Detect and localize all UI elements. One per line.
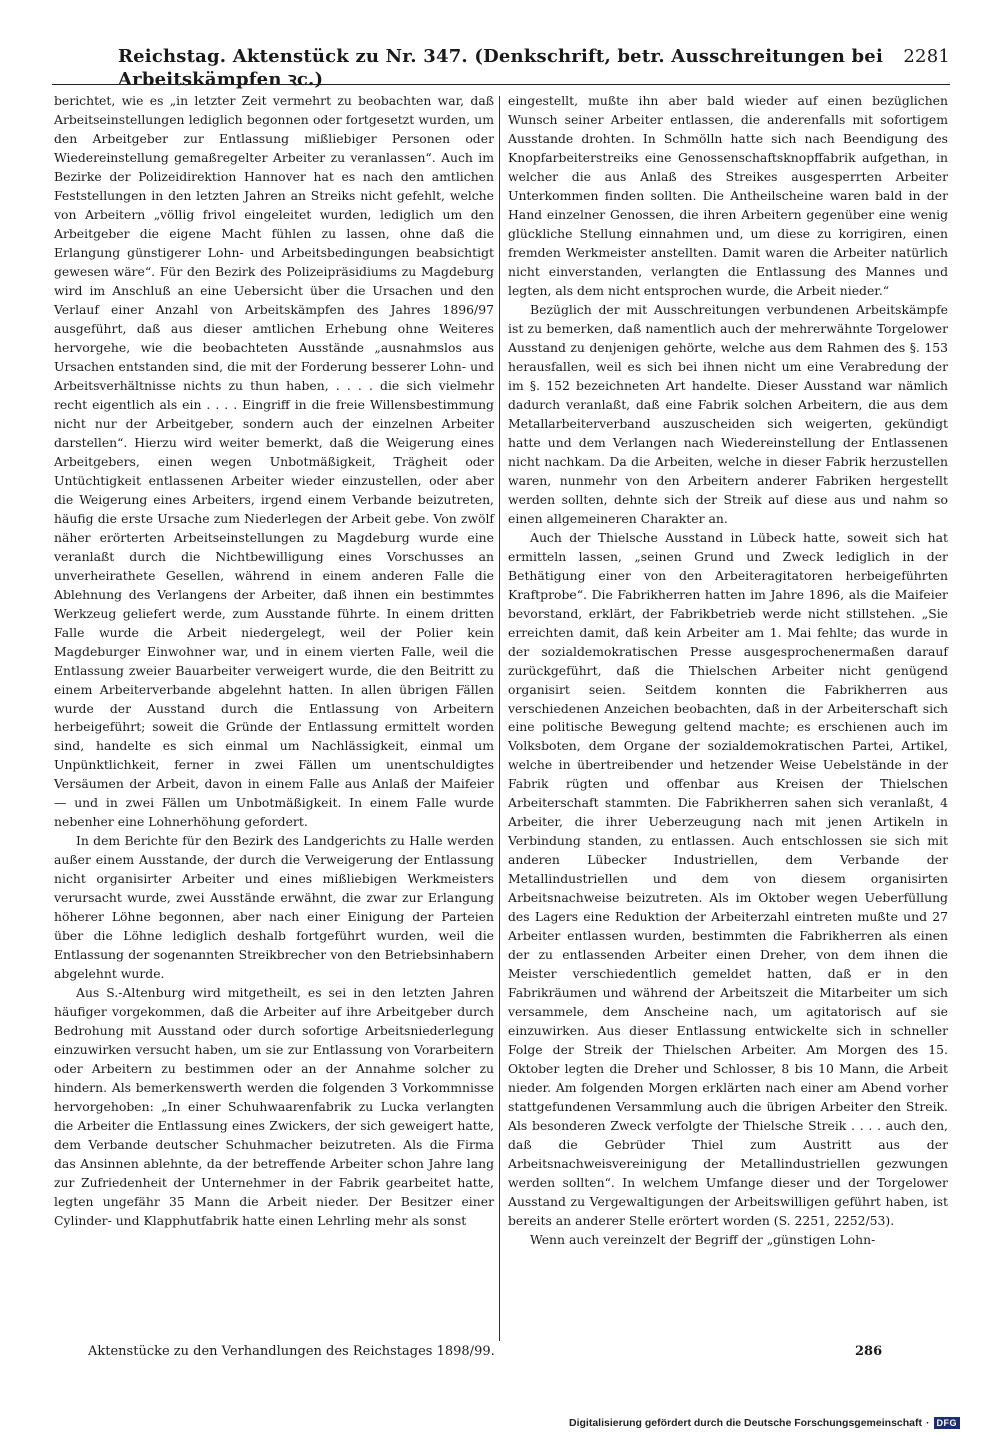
paragraph: Wenn auch vereinzelt der Begriff der „günstigen Lohn- (530, 1232, 876, 1248)
header-rule (52, 84, 950, 85)
footer-publication: Aktenstücke zu den Verhandlungen des Reichstages 1898/99. (88, 1344, 495, 1359)
paragraph: berichtet, wie es „in letzter Zeit vermehrt zu beobachten war, daß Arbeitseinstellungen lediglich begonnen oder fortgesetzt wurden, um den Arbeitgeber zur Entlassung mißliebiger Personen oder Wiedereinstellung gemaßregelter Arbeiter zu veranlassen“. Auch im Bezirke der Polizeidirektion Hannover hat es nach den amtlichen Feststellungen in den letzten Jahren an Streiks nicht gefehlt, welche von Arbeitern „völlig frivol eingeleitet wurden, lediglich um den Arbeitgeber die eigene Macht fühlen zu lassen, ohne daß die Erlangung günstigerer Lohn- und Arbeitsbedingungen beabsichtigt gewesen wäre“. Für den Bezirk des Polizeipräsidiums zu Magdeburg wird im Anschluß an eine Uebersicht über die Ursachen und den Verlauf einer Anzahl von Arbeitskämpfen des Jahres 1896/97 ausgeführt, daß aus dieser amtlichen Erhebung ohne Weiteres hervorgehe, wie die beobachteten Ausstände „ausnahmslos aus Ursachen entstanden sind, die mit der Forderung besserer Lohn- und Arbeitsverhältnisse nichts zu thun haben, . . . . die sich vielmehr recht eigentlich als ein . . . . Eingriff in die freie Willensbestimmung nicht nur der Arbeitgeber, sondern auch der einzelnen Arbeiter darstellen“. Hierzu wird weiter bemerkt, daß die Weigerung eines Arbeitgebers, einen wegen Unbotmäßigkeit, Trägheit oder Untüchtigkeit entlassenen Arbeiter wieder einzustellen, oder aber die Weigerung eines Arbeiters, irgend einem Verbande beizutreten, häufig die erste Ursache zum Niederlegen der Arbeit gebe. Von zwölf näher erörterten Arbeitseinstellungen zu Magdeburg wurde eine veranlaßt durch die Nichtbewilligung eines Vorschusses an unverheirathete Gesellen, während in einem anderen Falle die Ablehnung des Verlangens der Arbeiter, daß ihnen ein bestimmtes Werkzeug geliefert werde, zum Ausstande führte. In einem dritten Falle wurde die Arbeit niedergelegt, weil der Polier kein Magdeburger Einwohner war, und in einem vierten Falle, weil die Entlassung zweier Bauarbeiter verweigert wurde, die den Beitritt zu einem Arbeiterverbande abgelehnt hatten. In allen übrigen Fällen wurde der Ausstand durch die Entlassung von Arbeitern herbeigeführt; soweit die Gründe der Entlassung ermittelt worden sind, handelte es sich einmal um Nachlässigkeit, einmal um Unpünktlichkeit, ferner in zwei Fällen um unentschuldigtes Versäumen der Arbeit, davon in einem Falle aus Anlaß der Maifeier — und in zwei Fällen um Unbotmäßigkeit. In einem Falle wurde nebenher eine Lohnerhöhung gefordert. (54, 93, 494, 830)
paragraph: Bezüglich der mit Ausschreitungen verbundenen Arbeitskämpfe ist zu bemerken, daß namentlich auch der mehrerwähnte Torgelower Ausstand zu denjenigen gehörte, welche aus dem Rahmen des §. 153 herausfallen, weil es sich bei ihnen nicht um eine Verabredung der im §. 152 bezeichneten Art handelte. Dieser Ausstand war nämlich dadurch veranlaßt, daß eine Fabrik solchen Arbeitern, die aus dem Metallarbeiterverband auszuscheiden sich weigerten, gekündigt hatte und dem Verlangen nach Wiedereinstellung der Entlassenen nicht nachkam. Da die Arbeiten, welche in dieser Fabrik herzustellen waren, nunmehr von den Arbeitern anderer Fabriken hergestellt werden sollten, dehnte sich der Streik auf diese aus und nahm so einen allgemeineren Charakter an. (508, 301, 948, 526)
paragraph: Auch der Thielsche Ausstand in Lübeck hatte, soweit sich hat ermitteln lassen, „seinen Grund und Zweck lediglich in der Bethätigung einer von den Arbeiteragitatoren herbeigeführten Kraftprobe“. Die Fabrikherren hatten im Jahre 1896, als die Maifeier bevorstand, erklärt, der Fabrikbetrieb werde nicht stillstehen. „Sie erreichten damit, daß kein Arbeiter am 1. Mai fehlte; das wurde in der sozialdemokratischen Presse ausgesprochenermaßen darauf zurückgeführt, daß die Thielschen Arbeiter nicht genügend organisirt seien. Seitdem konnten die Fabrikherren aus verschiedenen Anzeichen beobachten, daß in der Arbeiterschaft sich eine politische Bewegung geltend machte; es erschienen auch im Volksboten, dem Organe der sozialdemokratischen Partei, Artikel, welche in übertreibender und hetzender Weise Uebelstände in der Fabrik rügten und offenbar aus Kreisen der Thielschen Arbeiterschaft stammten. Die Fabrikherren sahen sich veranlaßt, 4 Arbeiter, die ihrer Ueberzeugung nach mit jenen Artikeln in Verbindung standen, zu entlassen. Auch entschlossen sie sich mit anderen Lübecker Industriellen, dem Verbande der Metallindustriellen und dem von diesem organisirten Arbeitsnachweise beizutreten. Als im Oktober wegen Ueberfüllung des Lagers eine Reduktion der Arbeiterzahl eintreten mußte und 27 Arbeiter entlassen wurden, bestimmten die Fabrikherren als einen der zu entlassenden Arbeiter einen Dreher, von dem ihnen die Meister verschiedentlich gemeldet hatten, daß er in den Fabrikräumen und während der Arbeitszeit die Mitarbeiter um sich versammele, dem Anscheine nach, um agitatorisch auf sie einzuwirken. Aus dieser Entlassung entwickelte sich in schneller Folge der Streik der Thielschen Arbeiter. Am Morgen des 15. Oktober legten die Dreher und Schlosser, 8 bis 10 Mann, die Arbeit nieder. Am folgenden Morgen erklärten nach einer am Abend vorher stattgefundenen Versammlung auch die übrigen Arbeiter den Streik. Als besonderen Zweck verfolgte der Thielsche Streik . . . . auch den, daß die Gebrüder Thiel zum Austritt aus der Arbeitsnachweisvereinigung der Metallindustriellen gezwungen werden sollten“. In welchem Umfange dieser und der Torgelower Ausstand zu Vergewaltigungen der Arbeitswilligen geführt haben, ist bereits an anderer Stelle erörtert worden (S. 2251, 2252/53). (508, 529, 948, 1229)
dfg-logo-icon: DFG (934, 1417, 961, 1429)
left-column (54, 92, 494, 1231)
paragraph: eingestellt, mußte ihn aber bald wieder auf einen bezüglichen Wunsch seiner Arbeiter entlassen, die anderenfalls mit sofortigem Ausstande drohten. In Schmölln hatte sich nach Beendigung des Knopfarbeiterstreiks eine Genossenschaftsknopffabrik aufgethan, in welcher die aus Anlaß des Streikes ausgesperrten Arbeiter Unterkommen finden sollten. Die Antheilscheine waren bald in der Hand einzelner Genossen, die ihren Arbeitern gegenüber eine wenig glückliche Stellung einnahmen und, um diese zu korrigiren, einen fremden Werkmeister anstellten. Damit waren die Arbeiter natürlich nicht einverstanden, verlangten die Entlassung des Mannes und legten, als dem nicht entsprochen wurde, die Arbeit nieder.“ (508, 93, 948, 298)
paragraph: In dem Berichte für den Bezirk des Landgerichts zu Halle werden außer einem Ausstande, der durch die Verweigerung der Entlassung nicht organisirter Arbeiter und eines mißliebigen Werkmeisters verursacht wurde, zwei Ausstände erwähnt, die zwar zur Erlangung höherer Löhne begonnen, aber nach einer Einigung der Parteien über die Löhne lediglich deshalb fortgeführt wurden, weil die Entlassung der sogenannten Streikbrecher von den Betriebsinhabern abgelehnt wurde. (54, 833, 494, 982)
page-number: 2281 (903, 46, 950, 67)
page-title: Reichstag. Aktenstück zu Nr. 347. (Denkschrift, betr. Ausschreitungen bei Arbeitskämpfen ꝛc.) (118, 46, 883, 90)
paragraph: Aus S.-Altenburg wird mitgetheilt, es sei in den letzten Jahren häufiger vorgekommen, daß die Arbeiter auf ihre Arbeitgeber durch Bedrohung mit Ausstand oder durch sofortige Arbeitsniederlegung einzuwirken versucht haben, um sie zur Entlassung von Vorarbeitern oder Arbeitern zu bestimmen oder an der Annahme solcher zu hindern. Als bemerkenswerth werden die folgenden 3 Vorkommnisse hervorgehoben: „In einer Schuhwaarenfabrik zu Lucka verlangten die Arbeiter die Entlassung eines Zwickers, der sich geweigert hatte, dem Verbande deutscher Schuhmacher beizutreten. Als die Firma das Ansinnen ablehnte, da der betreffende Arbeiter schon Jahre lang zur Zufriedenheit der Unternehmer in der Fabrik gearbeitet hatte, legten ungefähr 35 Mann die Arbeit nieder. Der Besitzer einer Cylinder- und Klapphutfabrik hatte einen Lehrling mehr als sonst (54, 985, 494, 1229)
credit-text: Digitalisierung gefördert durch die Deutsche Forschungsgemeinschaft (569, 1417, 922, 1429)
footer-signature-number: 286 (855, 1344, 883, 1359)
column-divider (499, 96, 500, 1341)
digitization-credit (569, 1417, 960, 1429)
right-column (508, 92, 948, 1250)
separator: · (926, 1417, 930, 1429)
